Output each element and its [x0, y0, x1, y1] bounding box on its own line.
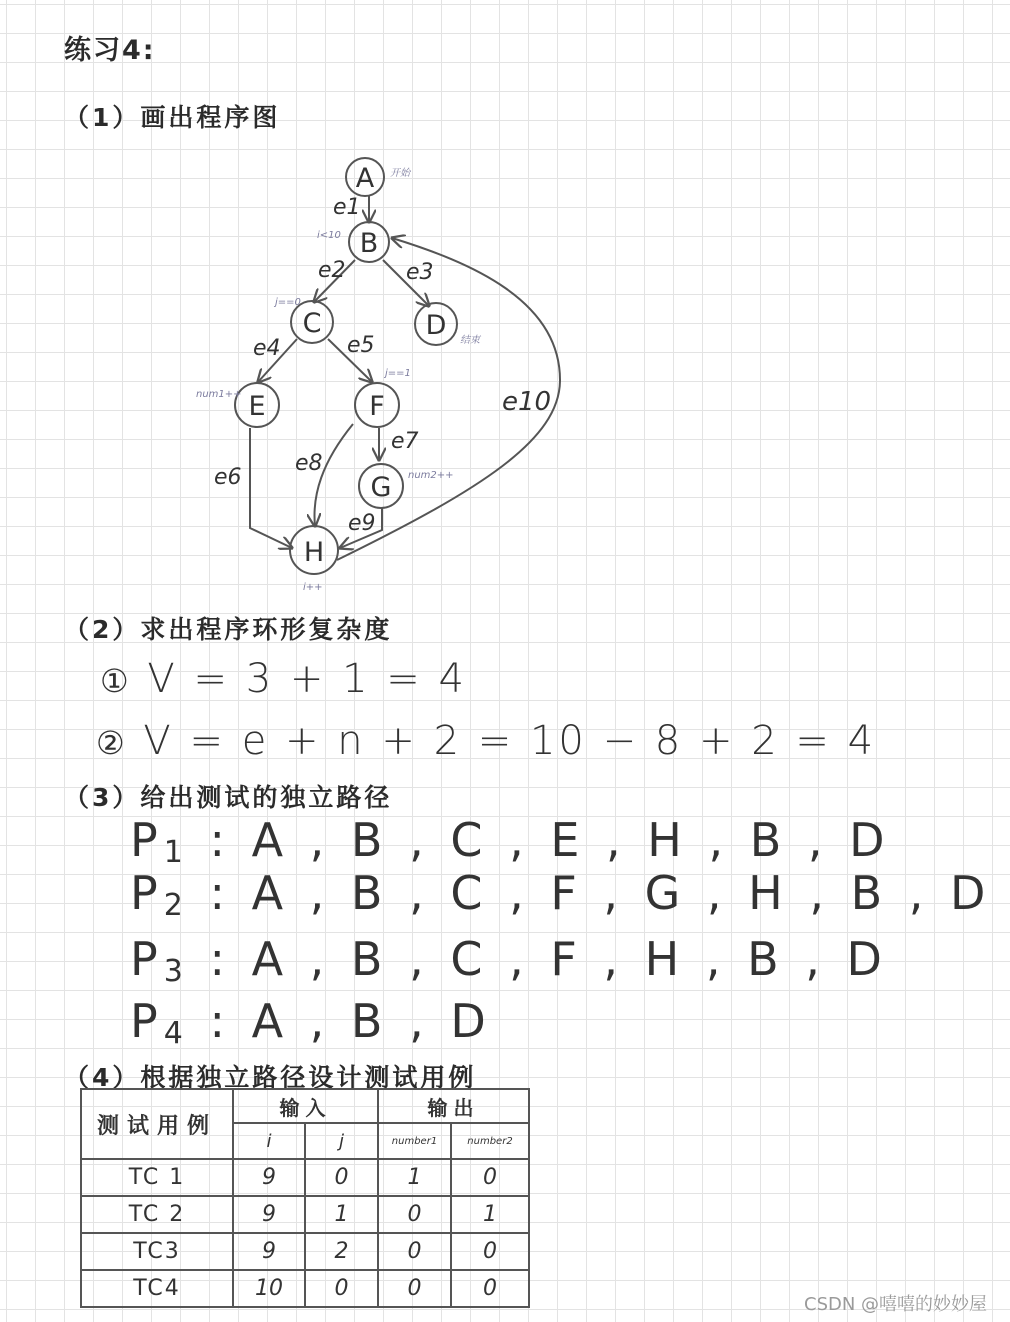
path-p3-name: P	[130, 932, 164, 986]
note-F: j==1	[385, 368, 411, 379]
section-3-heading: （3）给出测试的独立路径	[64, 783, 393, 812]
section-2-heading: （2）求出程序环形复杂度	[64, 615, 393, 644]
edge-label-e9: e9	[348, 511, 376, 536]
header-i: i	[233, 1123, 305, 1159]
row-number1: 0	[378, 1233, 451, 1270]
note-H: i++	[303, 582, 323, 593]
formula-1-mark: ①	[100, 662, 132, 700]
row-number2: 1	[451, 1196, 529, 1233]
edge-label-e3: e3	[406, 260, 434, 285]
path-p4-index: 4	[163, 1016, 189, 1051]
edge-label-e1: e1	[333, 195, 361, 220]
complexity-formula-1	[100, 656, 467, 702]
row-number2: 0	[451, 1233, 529, 1270]
path-p2-index: 2	[163, 888, 189, 923]
header-number1: number1	[378, 1123, 451, 1159]
header-output: 输出	[378, 1089, 529, 1123]
path-p3-seq: : A , B , C , F , H , B , D	[209, 932, 888, 986]
path-p1	[130, 813, 891, 870]
row-tc: TC4	[81, 1270, 233, 1307]
test-case-table	[80, 1088, 530, 1308]
note-E: num1++	[196, 389, 242, 400]
node-label-G: G	[370, 472, 392, 503]
complexity-formula-2	[96, 718, 876, 764]
note-A: 开始	[390, 168, 410, 179]
edge-e6	[250, 428, 292, 548]
edge-label-e8: e8	[295, 451, 323, 476]
row-j: 0	[305, 1159, 378, 1196]
path-p1-name: P	[130, 813, 164, 867]
formula-1-text: V = 3 + 1 = 4	[147, 656, 467, 702]
section-1-heading: （1）画出程序图	[64, 103, 281, 132]
node-label-F: F	[369, 391, 385, 422]
row-i: 9	[233, 1159, 305, 1196]
row-number2: 0	[451, 1159, 529, 1196]
header-number2: number2	[451, 1123, 529, 1159]
edge-label-e6: e6	[214, 465, 242, 490]
path-p3	[130, 932, 888, 989]
table-row	[81, 1233, 529, 1270]
header-input: 输入	[233, 1089, 378, 1123]
node-label-D: D	[425, 310, 447, 341]
node-label-E: E	[248, 391, 266, 422]
row-tc: TC3	[81, 1233, 233, 1270]
path-p2	[130, 866, 991, 923]
path-p2-name: P	[130, 866, 164, 920]
row-i: 9	[233, 1233, 305, 1270]
path-p4	[130, 994, 492, 1051]
table-row	[81, 1270, 529, 1307]
note-D: 结束	[460, 335, 480, 346]
row-number1: 0	[378, 1196, 451, 1233]
row-j: 1	[305, 1196, 378, 1233]
row-j: 2	[305, 1233, 378, 1270]
row-i: 9	[233, 1196, 305, 1233]
row-number1: 1	[378, 1159, 451, 1196]
formula-2-text: V = e + n + 2 = 10 − 8 + 2 = 4	[143, 718, 877, 764]
formula-2-mark: ②	[96, 724, 128, 762]
path-p1-seq: : A , B , C , E , H , B , D	[209, 813, 891, 867]
edge-label-e10: e10	[502, 387, 552, 417]
row-number2: 0	[451, 1270, 529, 1307]
program-graph	[0, 0, 1010, 620]
row-tc: TC 2	[81, 1196, 233, 1233]
edge-label-e7: e7	[391, 429, 419, 454]
table-row	[81, 1196, 529, 1233]
row-number1: 0	[378, 1270, 451, 1307]
note-G: num2++	[408, 470, 454, 481]
node-label-H: H	[303, 537, 325, 568]
table-row	[81, 1159, 529, 1196]
edge-label-e5: e5	[347, 333, 375, 358]
row-tc: TC 1	[81, 1159, 233, 1196]
path-p4-name: P	[130, 994, 164, 1048]
watermark: CSDN @嘻嘻的妙妙屋	[804, 1294, 988, 1315]
path-p1-index: 1	[163, 835, 189, 870]
header-j: j	[305, 1123, 378, 1159]
node-label-C: C	[302, 308, 322, 339]
exercise-title: 练习4:	[64, 35, 156, 66]
edge-label-e4: e4	[253, 336, 281, 361]
row-i: 10	[233, 1270, 305, 1307]
note-C: j==0	[275, 297, 301, 308]
note-B: i<10	[317, 230, 341, 241]
header-test-case: 测试用例	[81, 1089, 233, 1159]
path-p4-seq: : A , B , D	[209, 994, 492, 1048]
edge-label-e2: e2	[318, 258, 346, 283]
row-j: 0	[305, 1270, 378, 1307]
path-p3-index: 3	[163, 954, 189, 989]
path-p2-seq: : A , B , C , F , G , H , B , D	[209, 866, 992, 920]
section-4-heading: （4）根据独立路径设计测试用例	[64, 1063, 477, 1092]
node-label-B: B	[359, 228, 379, 259]
node-label-A: A	[355, 163, 375, 194]
